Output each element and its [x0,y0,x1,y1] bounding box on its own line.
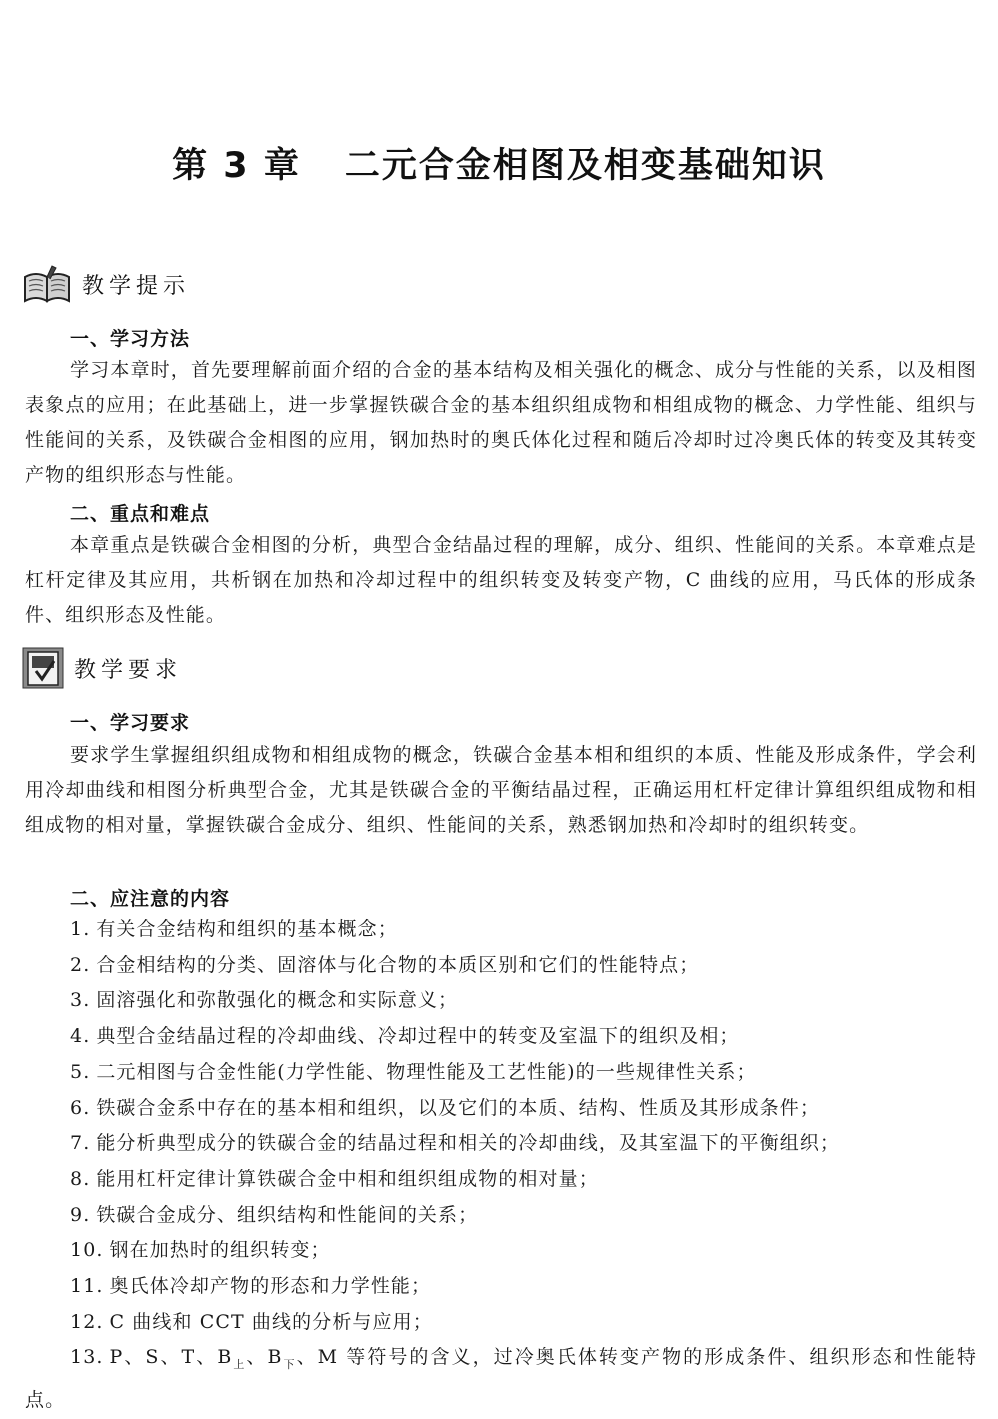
list-item: 6. 铁碳合金系中存在的基本相和组织，以及它们的本质、结构、性质及其形成条件； [70,1096,820,1119]
list-item: 13. P、S、T、$B_上$、$B_下$、M 等符号的含义，过冷奥氏体转变产物的形成条件、组织形态和性能特点。 [25,1346,977,1411]
notable-content-list [25,912,977,1419]
list-item: 2. 合金相结构的分类、固溶体与化合物的本质区别和它们的性能特点； [70,953,700,976]
subheading-study-method: 一、学习方法 [70,328,191,350]
list-item: 8. 能用杠杆定律计算铁碳合金中相和组织组成物的相对量； [70,1167,599,1190]
list-item: 3. 固溶强化和弥散强化的概念和实际意义； [70,989,459,1012]
section-heading-label: 教学要求 [74,657,183,683]
chapter-name: 二元合金相图及相变基础知识 [344,146,826,186]
list-item: 11. 奥氏体冷却产物的形态和力学性能； [70,1275,432,1298]
open-book-icon [22,263,72,305]
section-heading-teaching-requirements [22,646,182,690]
subheading-notable-content: 二、应注意的内容 [70,888,231,910]
chapter-title [0,138,998,188]
paragraph-key-points: 本章重点是铁碳合金相图的分析，典型合金结晶过程的理解，成分、组织、性能间的关系。本章难点是杠杆定律及其应用，共析钢在加热和冷却过程中的组织转变及转变产物，C 曲线的应用，马氏体的形成条件、组织形态及性能。 [25,534,977,626]
subheading-key-points: 二、重点和难点 [70,503,211,525]
section-heading-label: 教学提示 [82,273,191,299]
chapter-number: 第 3 章 [172,146,301,186]
list-item: 12. C 曲线和 CCT 曲线的分析与应用； [70,1310,433,1333]
paragraph-study-method: 学习本章时，首先要理解前面介绍的合金的基本结构及相关强化的概念、成分与性能的关系，以及相图表象点的应用；在此基础上，进一步掌握铁碳合金的基本组织组成物和相组成物的概念、力学性能、组织与性能间的关系，及铁碳合金相图的应用，钢加热时的奥氏体化过程和随后冷却时过冷奥氏体的转变及其转变产物的组织形态与性能。 [25,359,977,486]
list-item: 5. 二元相图与合金性能(力学性能、物理性能及工艺性能)的一些规律性关系； [70,1060,757,1083]
clipboard-icon [22,647,64,689]
list-item: 10. 钢在加热时的组织转变； [70,1239,331,1262]
subheading-study-requirements: 一、学习要求 [70,712,191,734]
list-item: 9. 铁碳合金成分、组织结构和性能间的关系； [70,1203,479,1226]
list-item: 1. 有关合金结构和组织的基本概念； [70,918,398,940]
list-item: 4. 典型合金结晶过程的冷却曲线、冷却过程中的转变及室温下的组织及相； [70,1025,740,1048]
list-item: 7. 能分析典型成分的铁碳合金的结晶过程和相关的冷却曲线，及其室温下的平衡组织； [70,1132,841,1155]
section-heading-teaching-tips [22,262,190,306]
paragraph-study-requirements: 要求学生掌握组织组成物和相组成物的概念，铁碳合金基本相和组织的本质、性能及形成条件，学会利用冷却曲线和相图分析典型合金，尤其是铁碳合金的平衡结晶过程，正确运用杠杆定律计算组织组成物和相组成物的相对量，掌握铁碳合金成分、组织、性能间的关系，熟悉钢加热和冷却时的组织转变。 [25,744,977,836]
